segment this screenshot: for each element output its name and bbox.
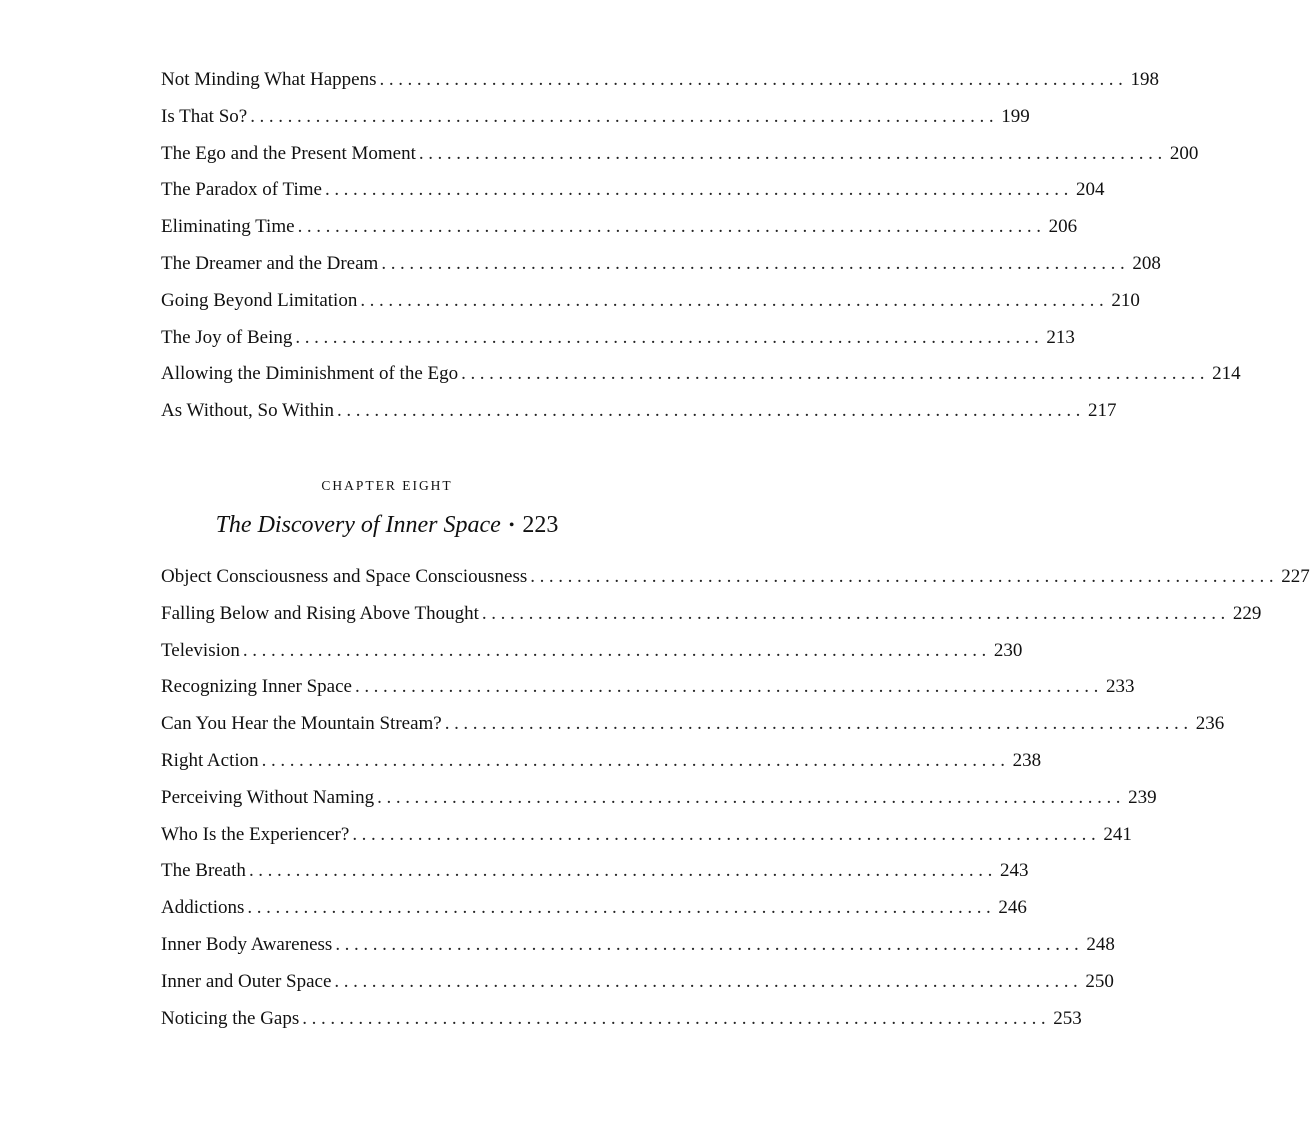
toc-entry[interactable] [161, 780, 1157, 817]
dot-leader: ................................................................................ [381, 252, 1130, 274]
dot-leader: ................................................................................ [444, 713, 1193, 735]
toc-entry-page: 243 [999, 860, 1029, 882]
toc-entry-title: The Ego and the Present Moment [161, 142, 416, 164]
toc-entry[interactable] [161, 743, 1042, 780]
chapter-title: The Discovery of Inner Space [215, 512, 501, 538]
toc-entry[interactable] [161, 99, 1030, 136]
toc-entry-page: 248 [1086, 933, 1115, 955]
toc-entry-title: Object Consciousness and Space Consciousness [161, 566, 528, 587]
toc-entry-page: 239 [1128, 786, 1157, 808]
toc-entry-page: 233 [1105, 676, 1135, 698]
toc-entry[interactable] [161, 817, 1132, 854]
toc-entry-title: Falling Below and Rising Above Thought [161, 602, 479, 624]
dot-leader: ................................................................................ [335, 933, 1084, 955]
toc-entry-title: Recognizing Inner Space [161, 676, 352, 698]
toc-entry-page: 199 [1001, 105, 1030, 127]
dot-leader: ................................................................................ [360, 289, 1109, 311]
toc-entry[interactable] [161, 172, 1105, 209]
dot-leader: ................................................................................ [261, 749, 1010, 771]
toc-entry[interactable] [161, 209, 1078, 246]
toc-entry-title: Inner Body Awareness [161, 933, 333, 955]
toc-entry[interactable] [161, 1001, 1082, 1038]
toc-entry[interactable] [161, 283, 1140, 320]
toc-entry-title: Noticing the Gaps [161, 1007, 300, 1029]
dot-leader: ................................................................................ [297, 216, 1046, 238]
toc-entry-title: The Dreamer and the Dream [161, 252, 379, 274]
toc-entry-title: Allowing the Diminishment of the Ego [161, 363, 459, 385]
toc-entry[interactable] [161, 356, 1241, 393]
toc-entry-page: 229 [1232, 602, 1262, 624]
toc-entry-page: 227 [1281, 566, 1310, 587]
dot-leader: ................................................................................ [247, 897, 996, 919]
toc-entry-title: The Breath [161, 860, 246, 882]
toc-entry-title: Who Is the Experiencer? [161, 823, 350, 845]
toc-entry-page: 238 [1012, 749, 1042, 771]
toc-entry-title: Inner and Outer Space [161, 970, 332, 992]
toc-entry-title: As Without, So Within [161, 400, 335, 422]
toc-entry[interactable] [161, 320, 1075, 357]
dot-leader: ................................................................................ [302, 1007, 1051, 1029]
toc-entry-title: Addictions [161, 897, 245, 919]
toc-entry[interactable] [161, 669, 1135, 706]
dot-leader: ................................................................................ [334, 970, 1083, 992]
dot-leader: ................................................................................ [377, 786, 1126, 808]
toc-entry-page: 204 [1075, 179, 1105, 201]
toc-entry-title: Perceiving Without Naming [161, 786, 375, 808]
dot-leader: ................................................................................ [418, 142, 1167, 164]
toc-entry[interactable] [161, 246, 1161, 283]
dot-leader: ................................................................................ [530, 566, 1279, 587]
toc-entry[interactable] [161, 964, 1114, 1001]
toc-entry-page: 208 [1132, 252, 1161, 274]
dot-leader: ................................................................................ [248, 860, 997, 882]
dot-leader: ................................................................................ [379, 69, 1128, 90]
toc-entry-title: The Joy of Being [161, 326, 293, 348]
toc-entry-page: 200 [1169, 142, 1199, 164]
toc-entry-page: 246 [998, 897, 1027, 919]
chapter-page: 223 [522, 512, 559, 538]
toc-entry-page: 241 [1103, 823, 1132, 845]
toc-entry[interactable] [161, 596, 1262, 633]
toc-entry-page: 230 [993, 639, 1023, 661]
toc-entry-page: 206 [1048, 216, 1078, 238]
toc-entry-page: 210 [1111, 289, 1140, 311]
toc-entry-page: 250 [1085, 970, 1114, 992]
dot-leader: ................................................................................ [352, 823, 1101, 845]
toc-entry-page: 198 [1130, 69, 1159, 90]
toc-entry-title: Not Minding What Happens [161, 69, 377, 90]
toc-entry-page: 253 [1053, 1007, 1082, 1029]
toc-entry[interactable] [161, 559, 1310, 596]
toc-entry-page: 213 [1046, 326, 1075, 348]
toc-entry[interactable] [161, 706, 1225, 743]
toc-entry-title: Eliminating Time [161, 216, 295, 238]
toc-entry[interactable] [161, 136, 1199, 173]
toc-section-two [161, 559, 1310, 1037]
toc-entry-title: Going Beyond Limitation [161, 289, 358, 311]
toc-entry[interactable] [161, 927, 1115, 964]
chapter-heading[interactable] [0, 512, 774, 539]
chapter-label: CHAPTER EIGHT [321, 478, 453, 493]
toc-entry-title: Can You Hear the Mountain Stream? [161, 713, 442, 735]
dot-leader: ................................................................................ [354, 676, 1103, 698]
bullet-separator: • [508, 517, 515, 534]
toc-entry-title: Right Action [161, 749, 259, 771]
dot-leader: ................................................................................ [461, 363, 1210, 385]
dot-leader: ................................................................................ [324, 179, 1073, 201]
toc-entry[interactable] [161, 62, 1159, 99]
toc-entry-title: The Paradox of Time [161, 179, 322, 201]
toc-section-one [161, 62, 1241, 430]
toc-entry-page: 214 [1212, 363, 1241, 385]
toc-entry-page: 236 [1195, 713, 1225, 735]
dot-leader: ................................................................................ [250, 105, 999, 127]
dot-leader: ................................................................................ [295, 326, 1044, 348]
toc-entry[interactable] [161, 890, 1027, 927]
toc-entry-title: Television [161, 639, 240, 661]
dot-leader: ................................................................................ [242, 639, 991, 661]
toc-entry[interactable] [161, 853, 1029, 890]
toc-entry-page: 217 [1088, 400, 1117, 422]
dot-leader: ................................................................................ [481, 602, 1230, 624]
dot-leader: ................................................................................ [337, 400, 1086, 422]
toc-entry[interactable] [161, 633, 1023, 670]
toc-entry[interactable] [161, 393, 1117, 430]
toc-entry-title: Is That So? [161, 105, 248, 127]
